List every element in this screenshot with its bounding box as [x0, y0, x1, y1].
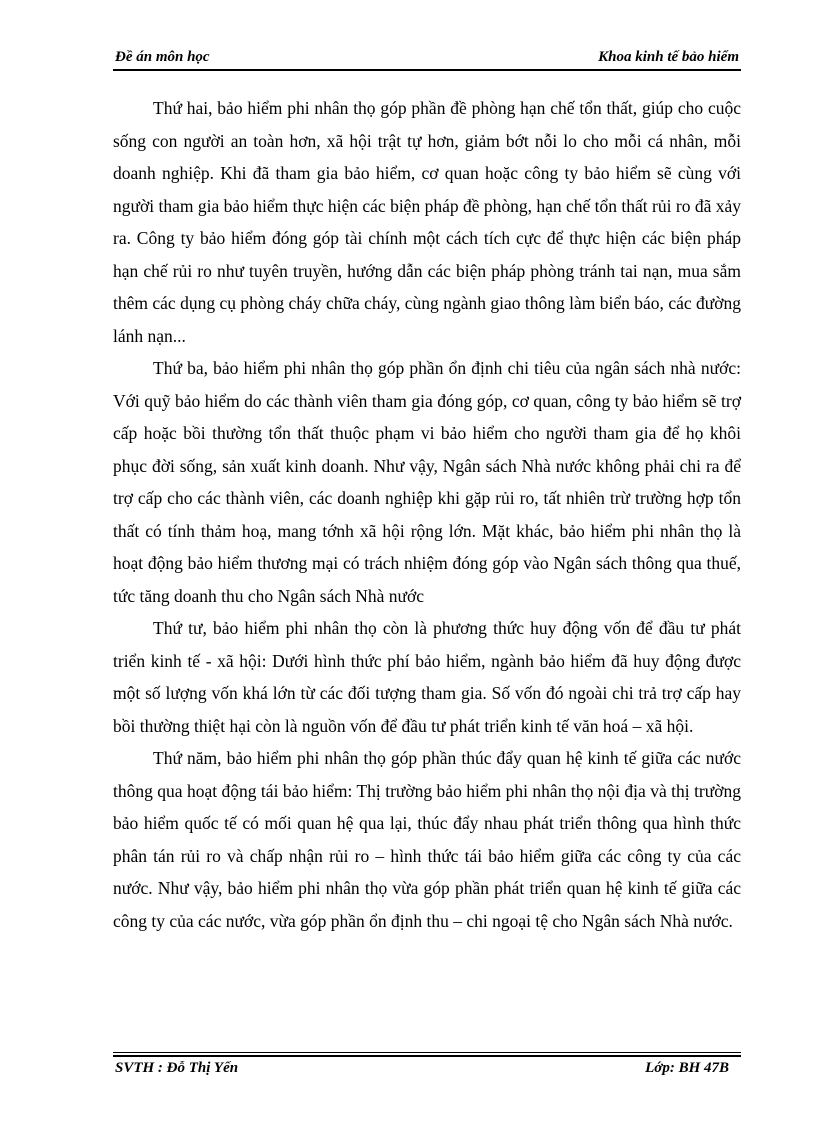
document-body	[113, 92, 741, 937]
page-header	[113, 49, 741, 69]
footer-divider-thick	[113, 1055, 741, 1057]
paragraph-third-benefit: Thứ ba, bảo hiểm phi nhân thọ góp phần ổn định chi tiêu của ngân sách nhà nước: Với quỹ bảo hiểm do các thành viên tham gia đóng góp, cơ quan, công ty bảo hiểm sẽ trợ cấp hoặc bồi thường tổn thất thuộc phạm vi bảo hiểm cho người tham gia để họ khôi phục đời sống, sản xuất kinh doanh. Như vậy, Ngân sách Nhà nước không phải chi ra để trợ cấp cho các thành viên, các doanh nghiệp khi gặp rủi ro, tất nhiên trừ trường hợp tổn thất có tính thảm hoạ, mang tớnh xã hội rộng lớn. Mặt khác, bảo hiểm phi nhân thọ là hoạt động bảo hiểm thương mại có trách nhiệm đóng góp vào Ngân sách thông qua thuế, tức tăng doanh thu cho Ngân sách Nhà nước	[113, 358, 741, 606]
paragraph-fifth-benefit: Thứ năm, bảo hiểm phi nhân thọ góp phần thúc đẩy quan hệ kinh tế giữa các nước thông qua hoạt động tái bảo hiểm: Thị trường bảo hiểm phi nhân thọ nội địa và thị trường bảo hiểm quốc tế có mối quan hệ qua lại, thúc đẩy nhau phát triển thông qua hình thức phân tán rủi ro và chấp nhận rủi ro – hình thức tái bảo hiểm giữa các công ty của các nước. Như vậy, bảo hiểm phi nhân thọ vừa góp phần phát triển quan hệ kinh tế giữa các công ty của các nước, vừa góp phần ổn định thu – chi ngoại tệ cho Ngân sách Nhà nước.	[113, 748, 741, 931]
paragraph-fourth-benefit: Thứ tư, bảo hiểm phi nhân thọ còn là phương thức huy động vốn để đầu tư phát triển kinh tế - xã hội: Dưới hình thức phí bảo hiểm, ngành bảo hiểm đã huy động được một số lượng vốn khá lớn từ các đối tượng tham gia. Số vốn đó ngoài chi trả trợ cấp hay bồi thường thiệt hại còn là nguồn vốn để đầu tư phát triển kinh tế văn hoá – xã hội.	[113, 618, 741, 736]
footer-class-code: Lớp: BH 47B	[645, 1060, 729, 1076]
footer-student-name: SVTH : Đỗ Thị Yến	[115, 1060, 239, 1076]
footer-divider-thin	[113, 1052, 741, 1053]
page-footer	[113, 1060, 741, 1080]
header-divider	[113, 69, 741, 71]
paragraph-second-benefit: Thứ hai, bảo hiểm phi nhân thọ góp phần đề phòng hạn chế tổn thất, giúp cho cuộc sống con người an toàn hơn, xã hội trật tự hơn, giảm bớt nỗi lo cho mỗi cá nhân, mỗi doanh nghiệp. Khi đã tham gia bảo hiểm, cơ quan hoặc công ty bảo hiểm sẽ cùng với người tham gia bảo hiểm thực hiện các biện pháp đề phòng, hạn chế tổn thất rủi ro đã xảy ra. Công ty bảo hiểm đóng góp tài chính một cách tích cực để thực hiện các biện pháp hạn chế rủi ro như tuyên truyền, hướng dẫn các biện pháp phòng tránh tai nạn, mua sắm thêm các dụng cụ phòng cháy chữa cháy, cùng ngành giao thông làm biển báo, các đường lánh nạn...	[113, 98, 741, 346]
header-course-title: Đề án môn học	[115, 49, 210, 65]
header-faculty-name: Khoa kinh tế bảo hiểm	[598, 49, 739, 65]
